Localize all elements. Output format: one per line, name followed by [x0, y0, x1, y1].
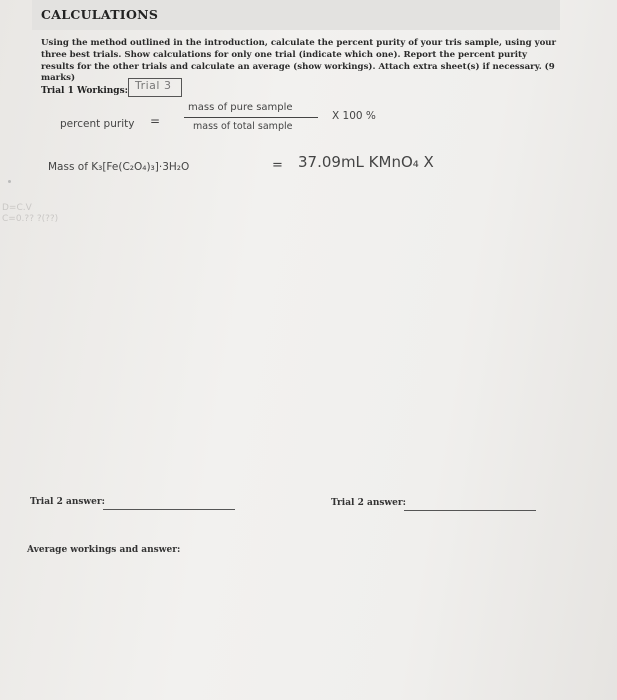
trial1-workings-label: Trial 1 Workings: [41, 86, 128, 96]
fraction-numerator: mass of pure sample [188, 102, 293, 113]
section-heading: CALCULATIONS [41, 7, 159, 22]
equals-sign-2: = [272, 158, 283, 173]
instructions-text: Using the method outlined in the introduction, calculate the percent purity of your tris sample, using your three best trials. Show calculations for only one trial (indicate which one). Report the percent purity results for the other trials and calculate an average (show workings). Attach extra sheet(s) if necessary. (9 marks) [41, 38, 557, 84]
fraction-denominator: mass of total sample [193, 121, 293, 132]
trial2-answer-line-left [103, 509, 235, 510]
fraction-bar [184, 117, 318, 118]
average-workings-label: Average workings and answer: [27, 545, 181, 555]
margin-dot [8, 180, 11, 183]
mass-label: Mass of K₃[Fe(C₂O₄)₃]·3H₂O [48, 161, 190, 173]
trial-indicator-box [128, 78, 182, 97]
times-hundred-percent: X 100 % [332, 110, 376, 122]
trial-indicator-text: Trial 3 [135, 79, 172, 92]
trial2-answer-line-right [404, 510, 536, 511]
trial2-answer-label-right: Trial 2 answer: [331, 498, 406, 508]
bleed-through-text: D=C.V C=0.?? ?(??) [2, 203, 59, 224]
percent-purity-label: percent purity [60, 118, 135, 130]
trial2-answer-label-left: Trial 2 answer: [30, 497, 105, 507]
equals-sign-1: = [150, 114, 161, 128]
mass-value: 37.09mL KMnO₄ X [298, 153, 434, 171]
